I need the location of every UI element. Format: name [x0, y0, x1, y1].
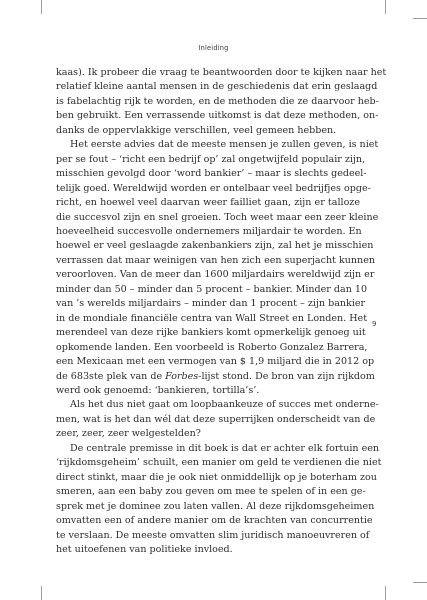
text-line: smeren, aan een baby zou geven om mee te spelen of in een ge-	[56, 486, 366, 498]
text-line: hoewel er veel geslaagde zakenbankiers zijn, zal het je misschien	[56, 240, 374, 252]
text-line: minder dan 50 – minder dan 5 procent – bankier. Minder dan 10	[56, 283, 368, 295]
text-line: werd ook genoemd: ‘bankieren, tortilla’s’.	[56, 384, 260, 396]
page-number: 9	[372, 320, 377, 328]
text-line: kaas). Ik probeer die vraag te beantwoorden door te kijken naar het	[56, 67, 387, 78]
text-line: verrassen dat maar weinigen van hen zich een superjacht kunnen	[56, 254, 375, 266]
text-line: die succesvol zijn en snel groeien. Toch weet maar een zeer kleine	[56, 211, 379, 223]
text-line: direct stinkt, maar die je ook niet onmiddellijk op je boterham zou	[56, 471, 377, 483]
text-line: hoeveelheid succesvolle ondernemers miljardair te worden. En	[56, 225, 362, 237]
running-head: Inleiding	[198, 44, 229, 52]
text-line: ‘rijkdomsgeheim’ schuilt, een manier om geld te verdienen die niet	[56, 457, 382, 469]
text-line: misschien gevolgd door ‘word bankier’ – maar is slechts gedeel-	[56, 168, 367, 180]
text-line: Het eerste advies dat de meeste mensen je zullen geven, is niet	[70, 139, 379, 151]
crop-mark-top-right	[385, 0, 386, 14]
text-line: in de mondiale financiële centra van Wall Street en Londen. Het	[56, 312, 368, 324]
text-line: veroorloven. Van de meer dan 1600 miljardairs wereldwijd zijn er	[56, 269, 375, 281]
crop-mark-top-left	[41, 0, 42, 14]
text-line: omvatten een of andere manier om de krachten van concurrentie	[56, 515, 373, 527]
crop-mark-right-top	[413, 18, 427, 19]
text-line: per se fout – ‘richt een bedrijf op’ zal ongetwijfeld populair zijn,	[56, 153, 366, 165]
book-title-italic: Forbes	[165, 370, 199, 382]
text-line: relatief kleine aantal mensen in de geschiedenis dat erin geslaagd	[56, 81, 378, 93]
text-line: men, wat is het dan wél dat deze superrijken onderscheidt van de	[56, 413, 376, 425]
text-line: het uitoefenen van politieke invloed.	[56, 543, 233, 555]
crop-mark-bottom-left	[41, 586, 42, 600]
text-line: een Mexicaan met een vermogen van $ 1,9 miljard die in 2012 op	[56, 356, 375, 368]
text-line: opkomende landen. Een voorbeeld is Roberto Gonzalez Barrera,	[56, 341, 368, 353]
body-text	[56, 66, 387, 557]
crop-mark-bottom-right	[385, 586, 386, 600]
text-line: van ’s werelds miljardairs – minder dan 1 procent – zijn bankier	[56, 298, 366, 310]
text-line: danks de oppervlakkige verschillen, veel gemeen hebben.	[56, 124, 337, 136]
text-line: richt, en hoewel veel daarvan weer failliet gaan, zijn er talloze	[56, 197, 360, 209]
crop-mark-right-bottom	[413, 582, 427, 583]
text-segment: -lijst stond. De bron van zijn rijkdom	[198, 370, 375, 382]
text-line: De centrale premisse in dit boek is dat er achter elk fortuin een	[70, 442, 380, 454]
text-line: zeer, zeer, zeer welgestelden?	[56, 428, 201, 440]
text-segment: de 683ste plek van de	[56, 370, 166, 382]
text-line: Als het dus niet gaat om loopbaankeuze of succes met onderne-	[70, 399, 379, 411]
text-line: ben gebruikt. Een verrassende uitkomst is dat deze methoden, on-	[56, 110, 379, 122]
text-line-with-italic	[56, 370, 375, 384]
text-line: telijk goed. Wereldwijd worden er ontelbaar veel bedrijfjes opge-	[56, 182, 371, 194]
text-line: merendeel van deze rijke bankiers komt opmerkelijk genoeg uit	[56, 327, 366, 339]
text-line: sprek met je dominee zou laten vallen. Al deze rijkdomsgeheimen	[56, 500, 375, 512]
text-line: te verslaan. De meeste omvatten slim juridisch manoeuvreren of	[56, 529, 370, 541]
text-line: is fabelachtig rijk te worden, en de methoden die ze daarvoor heb-	[56, 95, 379, 107]
